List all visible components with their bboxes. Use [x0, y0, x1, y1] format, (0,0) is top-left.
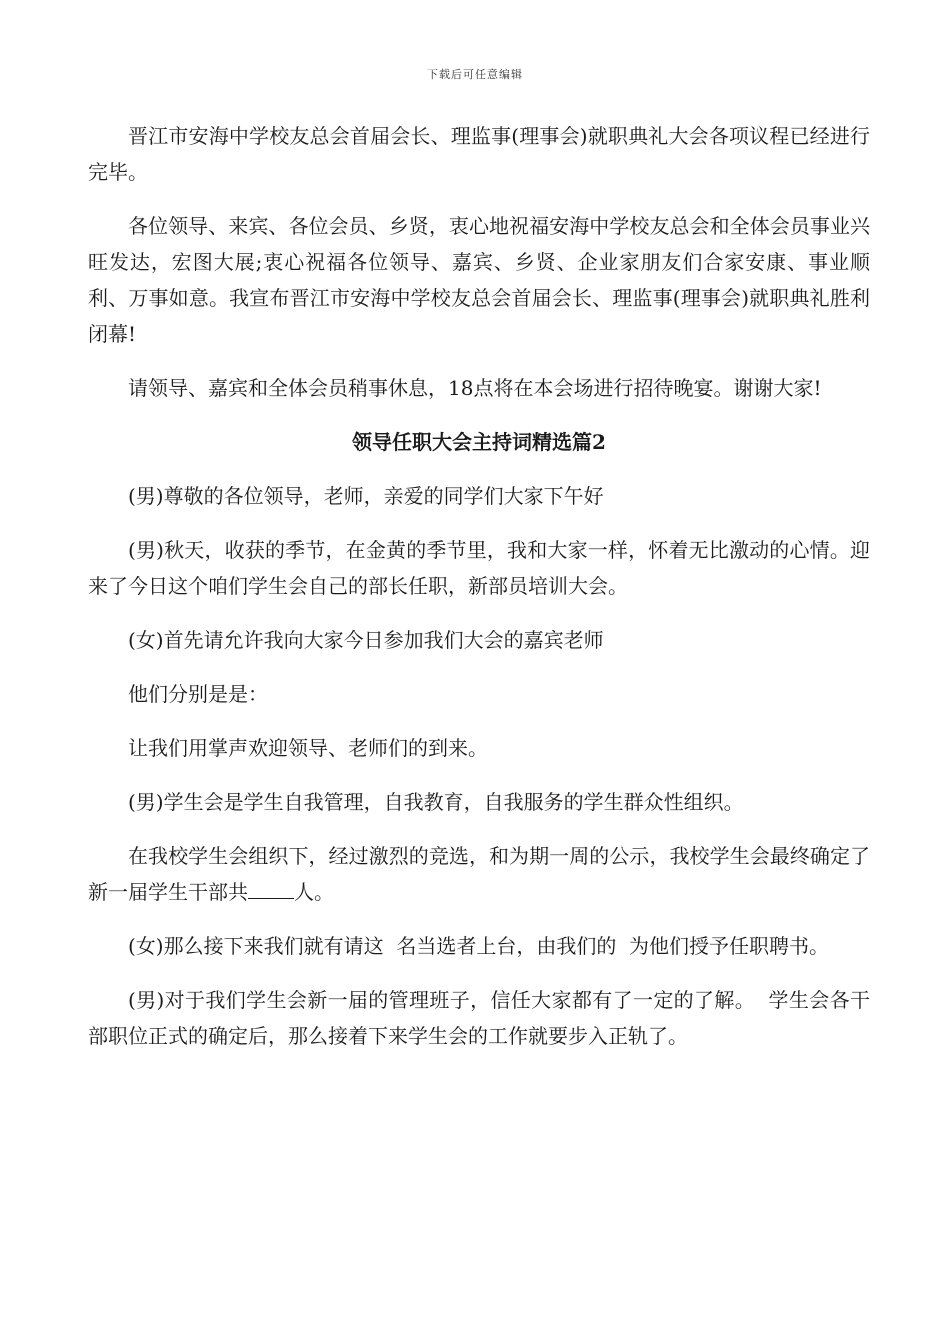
- fill-in-blank: [248, 878, 294, 899]
- paragraph-with-blank: [88, 838, 870, 910]
- paragraph: (女)首先请允许我向大家今日参加我们大会的嘉宾老师: [128, 628, 604, 652]
- paragraph: 各位领导、来宾、各位会员、乡贤，衷心地祝福安海中学校友总会和全体会员事业兴旺发达，宏图大展;衷心祝福各位领导、嘉宾、乡贤、企业家朋友们合家安康、事业顺利、万事如意。我宣布晋江市安海中学校友总会首届会长、理监事(理事会)就职典礼胜利闭幕!: [88, 214, 870, 346]
- paragraph: 让我们用掌声欢迎领导、老师们的到来。: [128, 736, 488, 760]
- paragraph: 请领导、嘉宾和全体会员稍事休息，18点将在本会场进行招待晚宴。谢谢大家!: [128, 376, 822, 400]
- paragraph: 他们分别是是：: [128, 682, 268, 706]
- section-title: 领导任职大会主持词精选篇2: [352, 430, 606, 454]
- paragraph: (男)对于我们学生会新一届的管理班子，信任大家都有了一定的了解。 学生会各干部职位正式的确定后，那么接着下来学生会的工作就要步入正轨了。: [88, 988, 870, 1048]
- paragraph: (男)尊敬的各位领导，老师，亲爱的同学们大家下午好: [128, 484, 604, 508]
- header-note: 下载后可任意编辑: [427, 68, 523, 81]
- paragraph: (女)那么接下来我们就有请这 名当选者上台，由我们的 为他们授予任职聘书。: [128, 934, 830, 958]
- paragraph: (男)学生会是学生自我管理，自我教育，自我服务的学生群众性组织。: [128, 790, 744, 814]
- paragraph: 晋江市安海中学校友总会首届会长、理监事(理事会)就职典礼大会各项议程已经进行完毕。: [88, 124, 870, 184]
- paragraph-text-after-blank: 人。: [294, 880, 334, 904]
- document-body: [88, 118, 870, 1072]
- paragraph-text-before-blank: 在我校学生会组织下，经过激烈的竞选，和为期一周的公示，我校学生会最终确定了新一届学生干部共: [88, 844, 870, 904]
- paragraph: (男)秋天，收获的季节，在金黄的季节里，我和大家一样，怀着无比激动的心情。迎来了今日这个咱们学生会自己的部长任职，新部员培训大会。: [88, 538, 870, 598]
